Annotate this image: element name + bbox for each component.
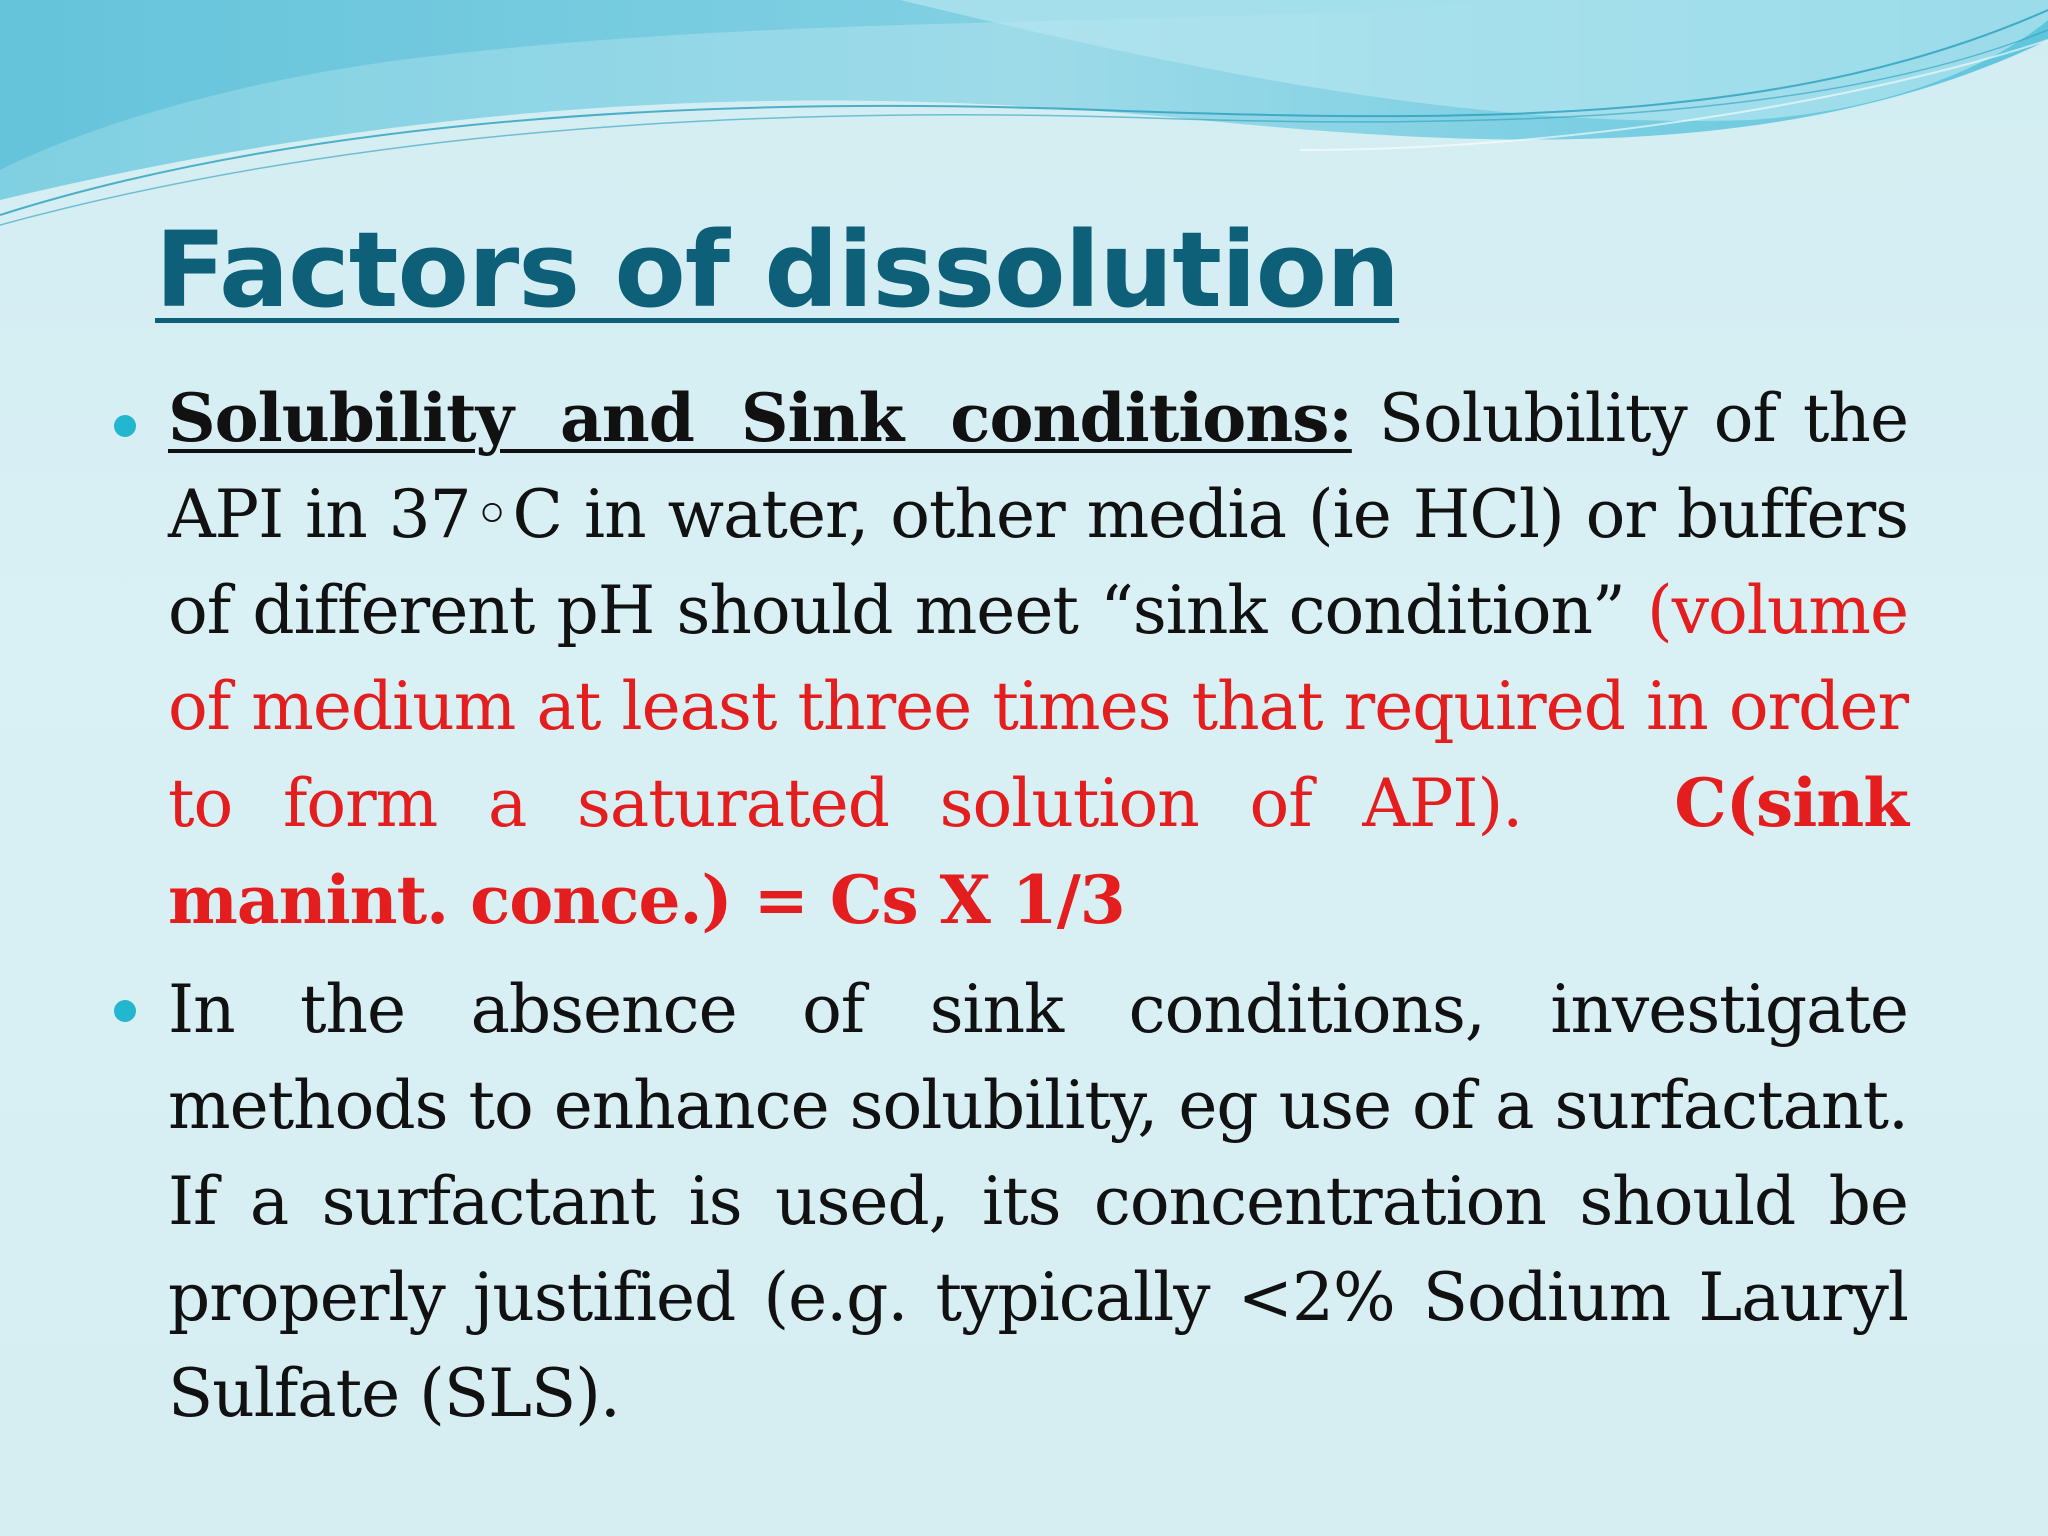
- slide-title: Factors of dissolution: [155, 209, 1400, 331]
- bullet-dot-icon: [114, 1000, 136, 1022]
- wave-decoration: [0, 0, 2048, 240]
- bullet-text: Solubility of the API in 37◦C in water, other media (ie HCl) or buffers of different pH should meet “sink condition”: [168, 380, 1908, 649]
- bullet-heading: Solubility and Sink conditions:: [168, 379, 1352, 457]
- bullet-absence-sink: In the absence of sink conditions, investigate methods to enhance solubility, eg use of a surfactant. If a surfactant is used, its concentration should be properly justified (e.g. typically <2% Sodium Lauryl Sulfate (SLS).: [168, 971, 1908, 1432]
- bullet-solubility-sink: [168, 370, 1908, 949]
- bullet-dot-icon: [114, 415, 136, 437]
- highlight-text: (volume of medium at least three times that required in order to form a saturated solution of API).: [168, 572, 1908, 842]
- formula-text: C(sink manint. conce.) = Cs X 1/3: [168, 764, 1908, 939]
